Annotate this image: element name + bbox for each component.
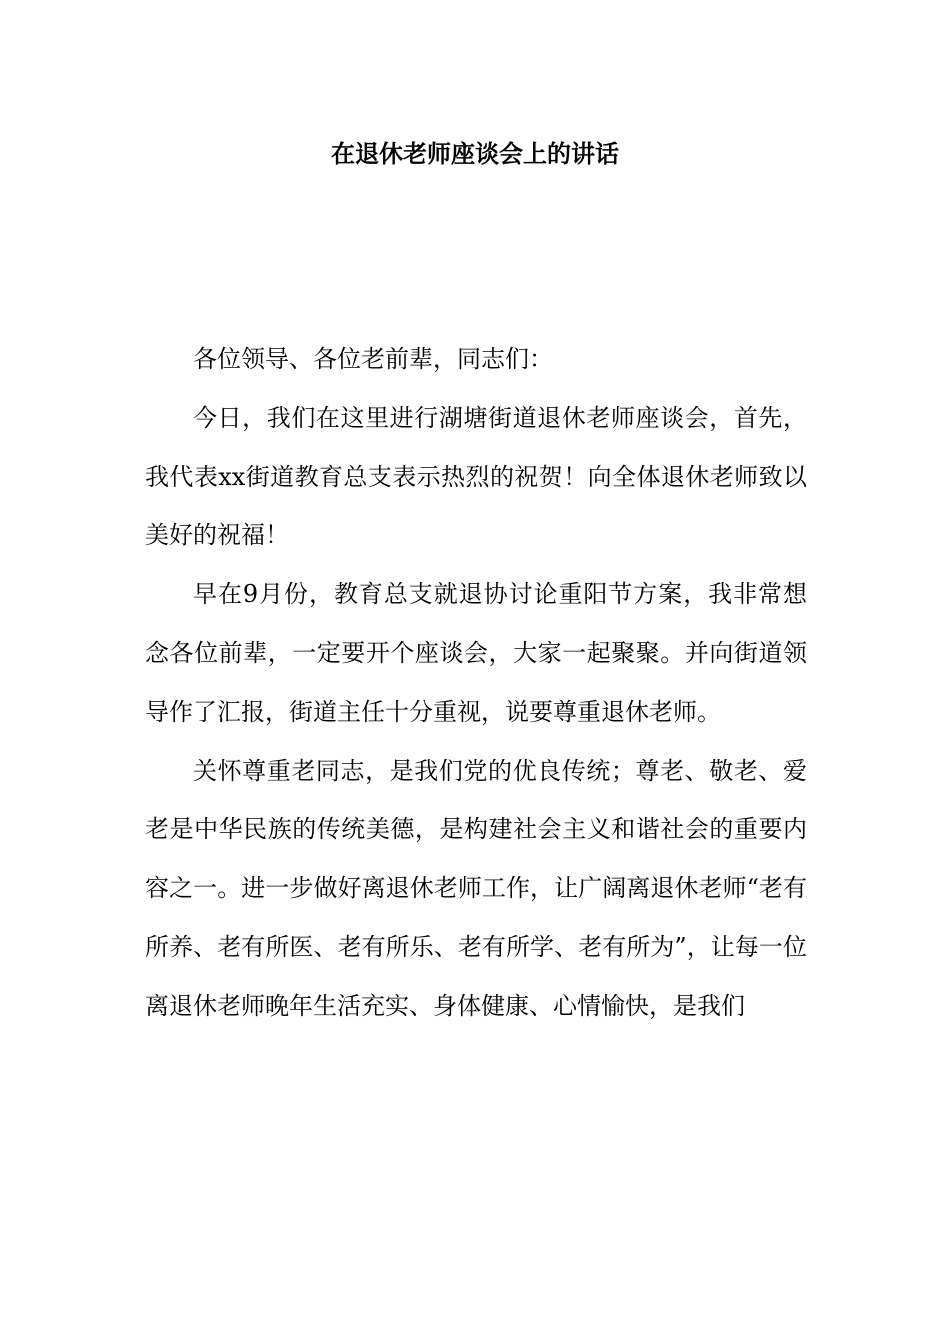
paragraph-opening: 今日，我们在这里进行湖塘街道退休老师座谈会，首先，我代表xx街道教育总支表示热烈的祝贺！向全体退休老师致以美好的祝福！ xyxy=(145,403,807,550)
paragraph-greeting: 各位领导、各位老前辈，同志们： xyxy=(193,345,553,373)
document-title: 在退休老师座谈会上的讲话 xyxy=(331,139,619,168)
document-body xyxy=(145,330,807,1036)
paragraph-tradition: 关怀尊重老同志，是我们党的优良传统；尊老、敬老、爱老是中华民族的传统美德，是构建社会主义和谐社会的重要内容之一。进一步做好离退休老师工作，让广阔离退休老师“老有所养、老有所医、老有所乐、老有所学、老有所为”，让每一位离退休老师晚年生活充实、身体健康、心情愉快，是我们 xyxy=(145,756,807,1020)
paragraph-background: 早在9月份，教育总支就退协讨论重阳节方案，我非常想念各位前辈，一定要开个座谈会，大家一起聚聚。并向街道领导作了汇报，街道主任十分重视，说要尊重退休老师。 xyxy=(145,580,807,726)
